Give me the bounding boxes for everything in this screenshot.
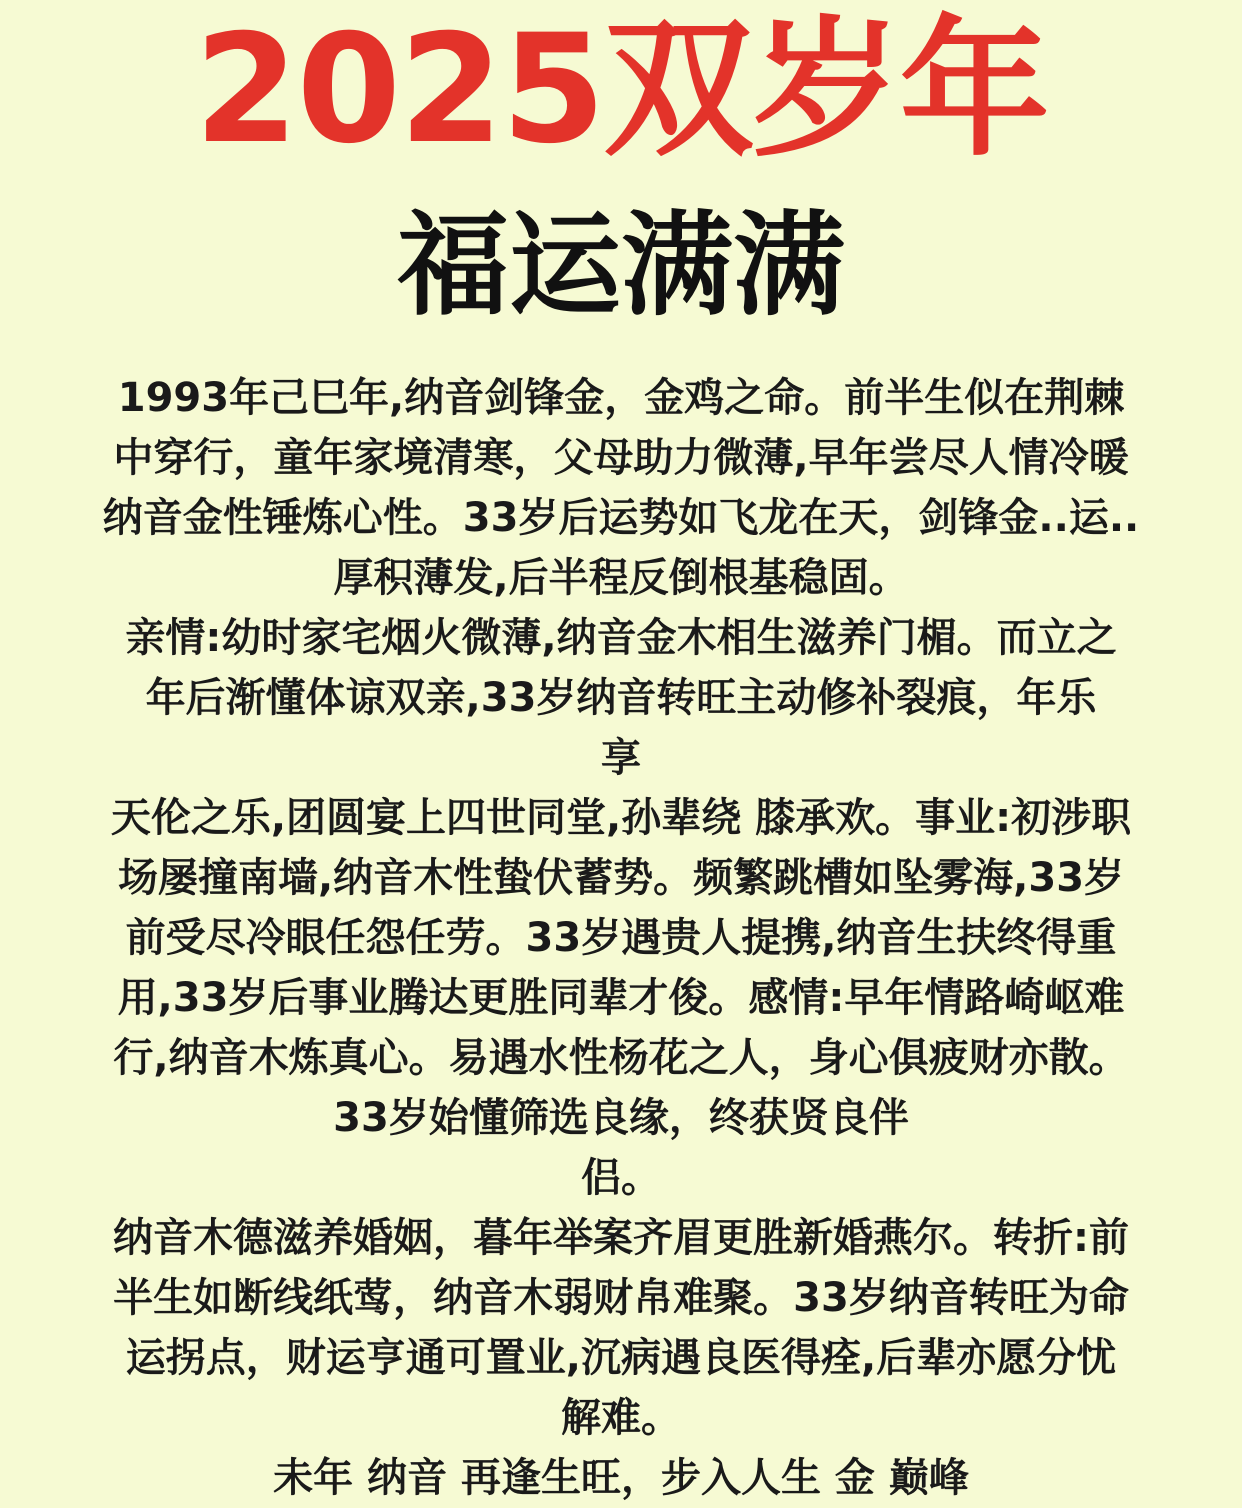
body-text — [40, 368, 1202, 1501]
page-subtitle: 福运满满 — [397, 201, 845, 331]
body-line: 半生如断线纸莺，纳音木弱财帛难聚。33岁纳音转旺为命 — [113, 1275, 1129, 1321]
body-line: 纳音木德滋养婚姻，暮年举案齐眉更胜新婚燕尔。转折:前 — [113, 1215, 1129, 1261]
body-line: 亲情:幼时家宅烟火微薄,纳音金木相生滋养门楣。而立之 — [125, 615, 1117, 661]
body-line: 天伦之乐,团圆宴上四世同堂,孙辈绕 膝承欢。事业:初涉职 — [110, 795, 1132, 841]
body-line: 享 — [601, 735, 641, 781]
body-line: 纳音金性锤炼心性。33岁后运势如飞龙在天，剑锋金..运.. — [102, 495, 1140, 541]
body-line: 年后渐懂体谅双亲,33岁纳音转旺主动修补裂痕，年乐 — [145, 675, 1097, 721]
body-line: 解难。 — [561, 1395, 681, 1441]
body-line: 用,33岁后事业腾达更胜同辈才俊。感情:早年情路崎岖难 — [117, 975, 1125, 1021]
body-line: 33岁始懂筛选良缘，终获贤良伴 — [333, 1095, 909, 1141]
body-line: 侣。 — [581, 1155, 661, 1201]
body-line: 1993年己巳年,纳音剑锋金，金鸡之命。前半生似在荆棘 — [117, 375, 1125, 421]
page-title: 2025双岁年 — [194, 3, 1048, 177]
body-line: 厚积薄发,后半程反倒根基稳固。 — [333, 555, 909, 601]
body-line: 前受尽冷眼任怨任劳。33岁遇贵人提携,纳音生扶终得重 — [125, 915, 1117, 961]
body-line-partial: 未年 纳音 再逢生旺，步入人生 金 巅峰 — [273, 1455, 969, 1501]
body-line: 中穿行，童年家境清寒，父母助力微薄,早年尝尽人情冷暖 — [113, 435, 1129, 481]
body-line: 场屡撞南墙,纳音木性蛰伏蓄势。频繁跳槽如坠雾海,33岁 — [117, 855, 1125, 901]
body-line: 行,纳音木炼真心。易遇水性杨花之人，身心俱疲财亦散。 — [113, 1035, 1129, 1081]
body-line: 运拐点，财运亨通可置业,沉病遇良医得痊,后辈亦愿分忧 — [125, 1335, 1117, 1381]
